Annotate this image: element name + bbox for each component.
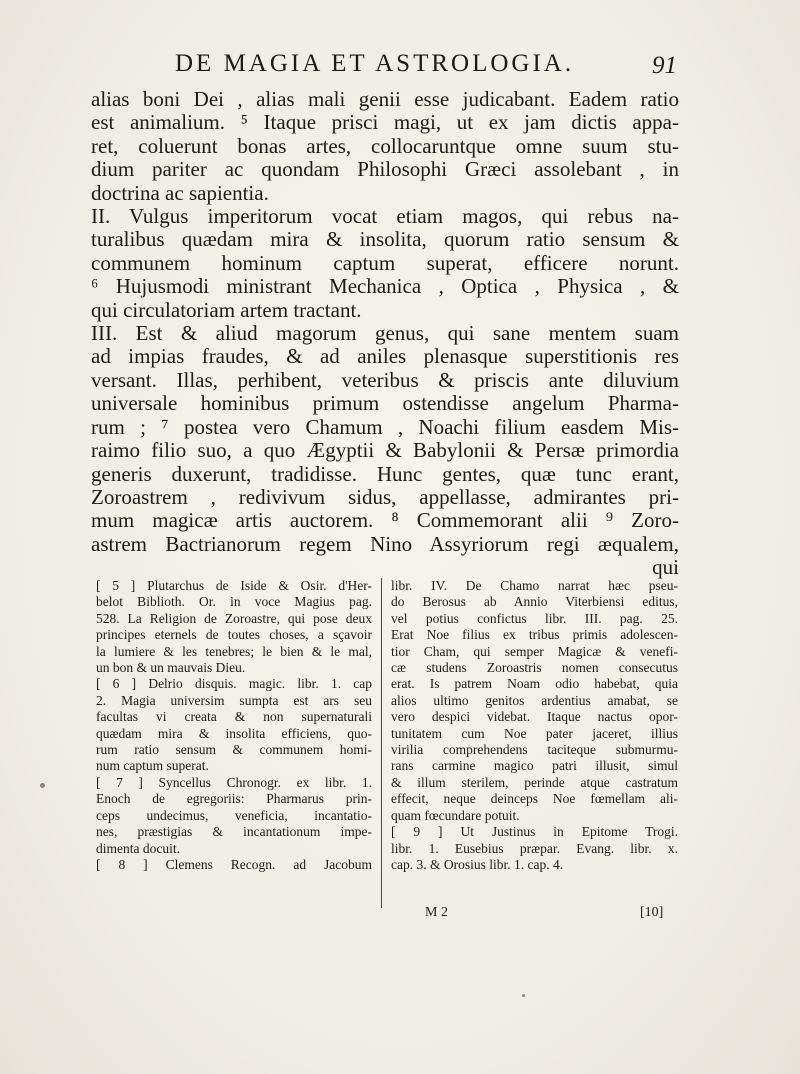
body-text <box>91 88 679 580</box>
note-line: Enoch de egregoriis: Pharmarus prin- <box>96 791 372 807</box>
note-line: quam fœcundare potuit. <box>391 807 520 823</box>
note-line: [ 9 ] Ut Justinus in Epitome Trogi. <box>391 824 678 840</box>
body-line: doctrina ac sapientia. <box>91 180 269 205</box>
body-line: III. Est & aliud magorum genus, qui sane mentem suam <box>91 321 679 346</box>
signature-mark: M 2 <box>425 905 448 920</box>
body-line: turalibus quædam mira & insolita, quorum ratio sensum & <box>91 227 679 252</box>
footnotes <box>96 578 678 918</box>
footnotes-right-column <box>391 578 678 873</box>
note-line: [ 6 ] Delrio disquis. magic. libr. 1. cap <box>96 676 372 692</box>
body-line: communem hominum captum superat, efficere norunt. <box>91 250 679 275</box>
body-line: est animalium. ⁵ Itaque prisci magi, ut ex jam dictis appa- <box>91 110 679 135</box>
catchword-line: qui <box>652 555 679 580</box>
note-line: [ 7 ] Syncellus Chronogr. ex libr. 1. <box>96 774 372 790</box>
body-line: qui circulatoriam artem tractant. <box>91 297 362 322</box>
note-line: belot Biblioth. Or. in voce Magius pag. <box>96 594 372 610</box>
body-line: universale hominibus primum ostendisse angelum Pharma- <box>91 391 679 416</box>
page-number: 91 <box>652 52 677 79</box>
footnotes-left-column <box>96 578 372 873</box>
body-line: mum magicæ artis auctorem. ⁸ Commemorant alii ⁹ Zoro- <box>91 508 679 533</box>
note-line: virilia comprehendens taciteque submurmu- <box>391 742 678 758</box>
body-line: ret, coluerunt bonas artes, collocaruntque omne suum stu- <box>91 133 679 158</box>
note-line: cap. 3. & Orosius libr. 1. cap. 4. <box>391 856 564 872</box>
body-line: versant. Illas, perhibent, veteribus & priscis ante diluvium <box>91 367 679 392</box>
body-line: Zoroastrem , redivivum sidus, appellasse, admirantes pri- <box>91 484 679 509</box>
note-line: erat. Is patrem Noam odio habebat, quia <box>391 676 678 692</box>
body-line: II. Vulgus imperitorum vocat etiam magos, qui rebus na- <box>91 204 679 229</box>
note-line: 528. La Religion de Zoroastre, qui pose deux <box>96 610 372 626</box>
note-line: libr. 1. Eusebius præpar. Evang. libr. x. <box>391 840 678 856</box>
running-title: DE MAGIA ET ASTROLOGIA. <box>175 50 575 77</box>
column-divider <box>381 578 382 908</box>
paper-spot <box>522 994 525 997</box>
body-line: astrem Bactrianorum regem Nino Assyriorum regi æqualem, <box>91 531 679 556</box>
note-line: nes, præstigias & incantationum impe- <box>96 824 372 840</box>
note-line: cæ studens Zoroastris nomen consecutus <box>391 660 678 676</box>
note-line: [ 5 ] Plutarchus de Iside & Osir. d'Her- <box>96 578 372 593</box>
catchword: [10] <box>640 905 664 920</box>
note-line: Erat Noe filius ex tribus primis adolescen- <box>391 627 678 643</box>
body-line: ⁶ Hujusmodi ministrant Mechanica , Optica , Physica , & <box>91 274 679 299</box>
body-line: dium pariter ac quondam Philosophi Græci assolebant , in <box>91 157 679 182</box>
note-line: vero despici videbat. Itaque nactus opor- <box>391 709 678 725</box>
note-line: tunitatem cum Noe pater jaceret, illius <box>391 725 678 741</box>
note-line: dimenta docuit. <box>96 840 180 856</box>
note-line: ceps undecimus, veneficia, incantatio- <box>96 807 372 823</box>
note-line: alios ultimo genitos ardentius amabat, se <box>391 692 678 708</box>
note-line: rans carmine magico patri illusit, simul <box>391 758 678 774</box>
note-line: [ 8 ] Clemens Recogn. ad Jacobum <box>96 856 372 872</box>
note-line: 2. Magia universim sumpta est ars seu <box>96 692 372 708</box>
note-line: rum ratio sensum & communem homi- <box>96 742 372 758</box>
paper-spot <box>40 783 45 788</box>
body-line: generis duxerunt, tradidisse. Hunc gentes, quæ tunc erant, <box>91 461 679 486</box>
note-line: & illum sterilem, perinde atque castratum <box>391 774 678 790</box>
body-line: ad impias fraudes, & ad aniles plenasque superstitionis res <box>91 344 679 369</box>
note-line: la lumiere & les tenebres; le bien & le mal, <box>96 643 372 659</box>
note-line: un bon & un mauvais Dieu. <box>96 660 246 676</box>
note-line: effecit, neque deinceps Noe fœmellam ali- <box>391 791 678 807</box>
note-line: facultas vi creata & non supernaturali <box>96 709 372 725</box>
note-line: quædam mira & insolita efficiens, quo- <box>96 725 372 741</box>
note-line: principes eternels de toutes choses, a sçavoir <box>96 627 372 643</box>
note-line: num captum superat. <box>96 758 209 774</box>
body-line: alias boni Dei , alias mali genii esse judicabant. Eadem ratio <box>91 87 679 111</box>
body-line: raimo filio suo, a quo Ægyptii & Babylonii & Persæ primordia <box>91 438 679 463</box>
note-line: libr. IV. De Chamo narrat hæc pseu- <box>391 578 678 593</box>
note-line: vel potius confictus libr. III. pag. 25. <box>391 610 678 626</box>
note-line: tior Cham, qui semper Magicæ & venefi- <box>391 643 678 659</box>
body-line: rum ; ⁷ postea vero Chamum , Noachi filium easdem Mis- <box>91 414 679 439</box>
note-line: do Berosus ab Annio Viterbiensi editus, <box>391 594 678 610</box>
